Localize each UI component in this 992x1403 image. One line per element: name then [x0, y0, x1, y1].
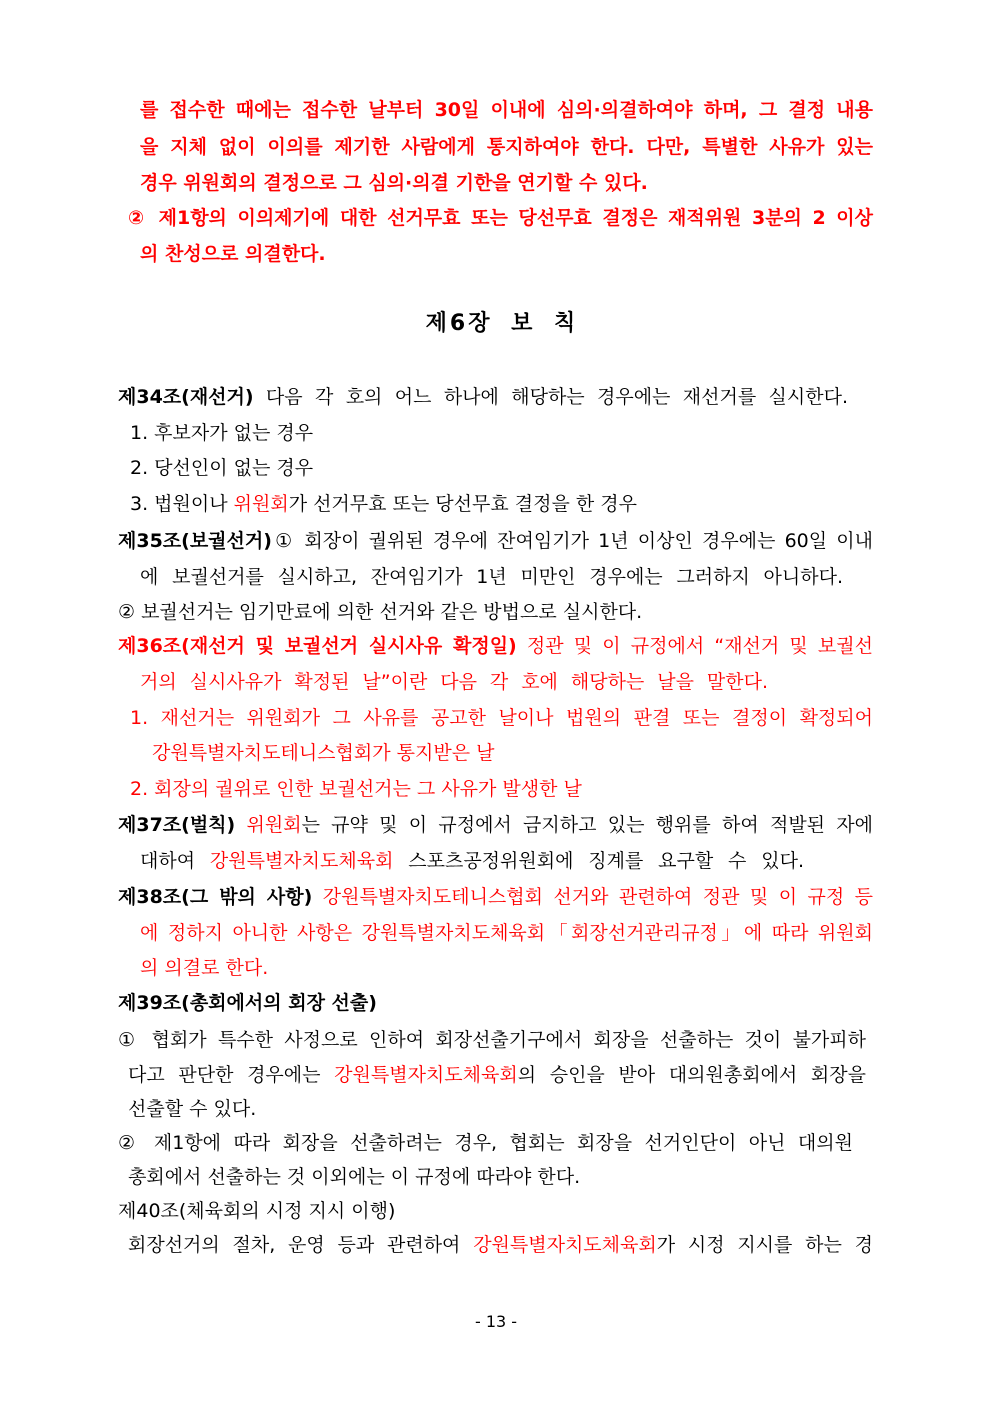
article-34-item-3-revised: 위원회	[233, 493, 289, 515]
article-39-para2-line2: 총회에서 선출하는 것 이외에는 이 규정에 따라야 한다.	[128, 1166, 581, 1188]
article-39-heading: 제39조(총회에서의 회장 선출)	[118, 992, 377, 1014]
prev-article-para2-line1: ② 제1항의 이의제기에 대한 선거무효 또는 당선무효 결정은 재적위원 3분의 2 이상	[128, 207, 873, 229]
article-37-line1-revised: 위원회	[235, 814, 302, 836]
article-34	[118, 385, 848, 409]
article-35-para1-line1: ① 회장이 궐위된 경우에 잔여임기가 1년 이상인 경우에는 60일 이내	[271, 530, 873, 552]
prev-article-para1-line2: 을 지체 없이 이의를 제기한 사람에게 통지하여야 한다. 다만, 특별한 사유가 있는	[140, 136, 873, 158]
article-34-item-3-post: 가 선거무효 또는 당선무효 결정을 한 경우	[288, 493, 637, 515]
article-40-line1	[128, 1233, 873, 1257]
article-37-heading: 제37조(벌칙)	[118, 814, 236, 836]
article-40-line1-post: 가 시정 지시를 하는 경	[656, 1234, 873, 1256]
article-40-heading: 제40조(체육회의 시정 지시 이행)	[118, 1200, 396, 1222]
article-39-para1-line2	[128, 1063, 866, 1087]
article-39-para1-line1: ① 협회가 특수한 사정으로 인하여 회장선출기구에서 회장을 선출하는 것이 불가피하	[118, 1029, 866, 1051]
article-37	[118, 813, 873, 837]
article-34-item-2: 2. 당선인이 없는 경우	[130, 457, 314, 479]
article-36-item-1-line1: 1. 재선거는 위원회가 그 사유를 공고한 날이나 법원의 판결 또는 결정이 확정되어	[130, 707, 873, 729]
article-36	[118, 634, 873, 658]
article-34-item-1: 1. 후보자가 없는 경우	[130, 422, 314, 444]
article-37-line2-pre: 대하여	[140, 850, 210, 872]
article-35-heading: 제35조(보궐선거)	[118, 530, 272, 552]
article-36-item-2: 2. 회장의 궐위로 인한 보궐선거는 그 사유가 발생한 날	[130, 778, 582, 800]
article-38-line3: 의 의결로 한다.	[140, 957, 269, 979]
article-34-item-3-pre: 3. 법원이나	[130, 493, 234, 515]
article-39-para1-line2-pre: 다고 판단한 경우에는	[128, 1064, 335, 1086]
page-number: - 13 -	[474, 1312, 518, 1331]
prev-article-para2-line2: 의 찬성으로 의결한다.	[140, 243, 326, 265]
article-39-para1-line2-post: 의 승인을 받아 대의원총회에서 회장을	[517, 1064, 866, 1086]
article-34-item-3	[130, 492, 873, 516]
article-39-para1-line3: 선출할 수 있다.	[128, 1098, 257, 1120]
article-40-line1-revised: 강원특별자치도체육회	[473, 1234, 657, 1256]
article-37-line2-revised: 강원특별자치도체육회	[209, 850, 394, 872]
prev-article-para1-line3: 경우 위원회의 결정으로 그 심의·의결 기한을 연기할 수 있다.	[140, 172, 648, 194]
article-36-body-line2: 거의 실시사유가 확정된 날”이란 다음 각 호에 해당하는 날을 말한다.	[140, 671, 768, 693]
article-35-para2: ② 보궐선거는 임기만료에 의한 선거와 같은 방법으로 실시한다.	[118, 601, 643, 623]
article-38-line2: 에 정하지 아니한 사항은 강원특별자치도체육회「회장선거관리규정」에 따라 위원회	[140, 922, 873, 944]
article-39-para1-line2-revised: 강원특별자치도체육회	[334, 1064, 518, 1086]
article-37-line2	[140, 849, 804, 873]
chapter-title: 제6장 보 칙	[425, 311, 579, 336]
article-38-line1: 강원특별자치도테니스협회 선거와 관련하여 정관 및 이 규정 등	[312, 886, 873, 908]
article-37-line2-post: 스포츠공정위원회에 징계를 요구할 수 있다.	[393, 850, 804, 872]
article-40-line1-pre: 회장선거의 절차, 운영 등과 관련하여	[128, 1234, 474, 1256]
article-36-item-1-line2: 강원특별자치도테니스협회가 통지받은 날	[152, 742, 495, 764]
article-38-heading: 제38조(그 밖의 사항)	[118, 886, 313, 908]
article-38	[118, 885, 873, 909]
prev-article-para1-line1: 를 접수한 때에는 접수한 날부터 30일 이내에 심의·의결하여야 하며, 그 결정 내용	[140, 99, 873, 121]
article-35	[118, 529, 873, 553]
article-36-heading: 제36조(재선거 및 보궐선거 실시사유 확정일)	[118, 635, 517, 657]
article-37-line1-post: 는 규약 및 이 규정에서 금지하고 있는 행위를 하여 적발된 자에	[301, 814, 873, 836]
article-35-para1-line2: 에 보궐선거를 실시하고, 잔여임기가 1년 미만인 경우에는 그러하지 아니하다.	[140, 566, 843, 588]
article-39-para2-line1: ② 제1항에 따라 회장을 선출하려는 경우, 협회는 회장을 선거인단이 아닌 대의원	[118, 1132, 853, 1154]
article-34-heading: 제34조(재선거)	[118, 386, 254, 408]
article-34-body: 다음 각 호의 어느 하나에 해당하는 경우에는 재선거를 실시한다.	[253, 386, 848, 408]
article-36-body-line1: 정관 및 이 규정에서 “재선거 및 보궐선	[516, 635, 873, 657]
